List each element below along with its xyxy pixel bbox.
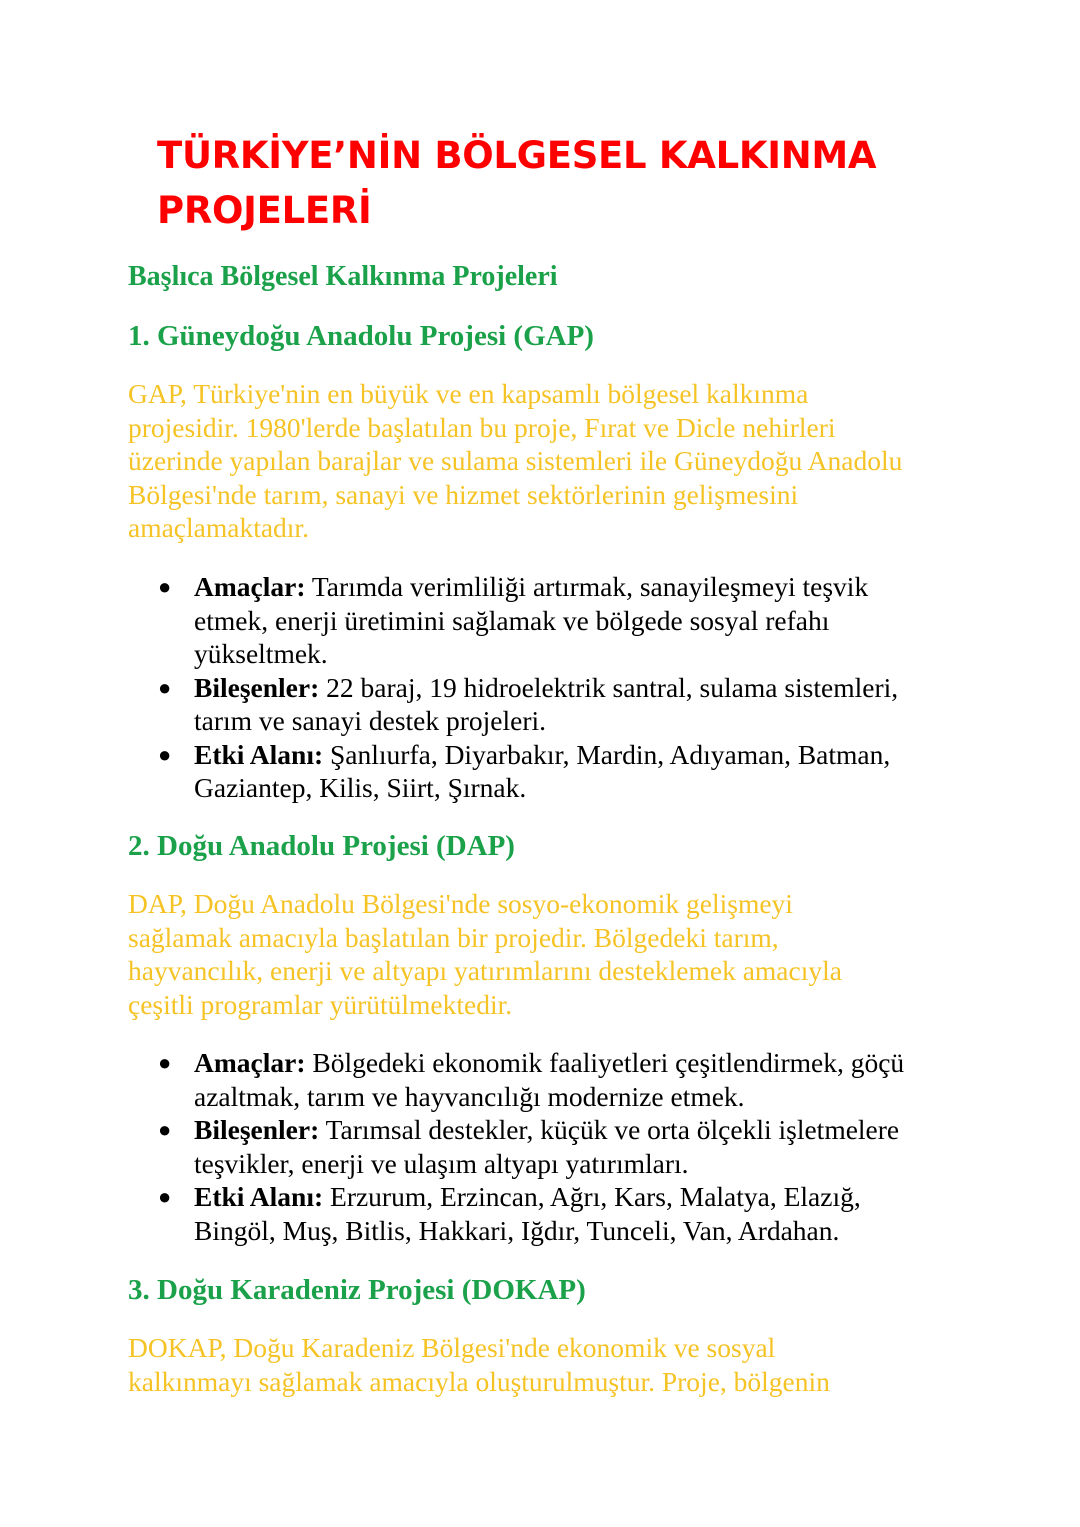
bullet-label: Bileşenler: xyxy=(194,671,320,703)
bullet-text: 22 baraj, 19 hidroelektrik santral, sulama sistemleri, xyxy=(326,671,899,703)
bullet-line: teşvikler, enerji ve ulaşım altyapı yatırımları. xyxy=(194,1147,689,1179)
section-paragraph-dokap xyxy=(128,1331,1028,1398)
bullet-label: Etki Alanı: xyxy=(194,738,324,770)
bullet-icon: ● xyxy=(158,1117,172,1142)
paragraph-line: kalkınmayı sağlamak amacıyla oluşturulmuştur. Proje, bölgenin xyxy=(128,1365,830,1397)
bullet-line: etmek, enerji üretimini sağlamak ve bölgede sosyal refahı xyxy=(194,604,830,636)
bullet-line: Gaziantep, Kilis, Siirt, Şırnak. xyxy=(194,772,527,803)
paragraph-line: projesidir. 1980'lerde başlatılan bu proje, Fırat ve Dicle nehirleri xyxy=(128,411,836,443)
bullet-icon: ● xyxy=(158,741,172,767)
bullet-text: Bölgedeki ekonomik faaliyetleri çeşitlendirmek, göçü xyxy=(312,1047,905,1078)
bullet-list-dap xyxy=(128,1046,1028,1247)
bullet-label: Amaçlar: xyxy=(194,571,306,602)
bullet-line: tarım ve sanayi destek projeleri. xyxy=(194,705,547,736)
paragraph-line: sağlamak amacıyla başlatılan bir projedir. Bölgedeki tarım, xyxy=(128,921,779,953)
paragraph-line: GAP, Türkiye'nin en büyük ve en kapsamlı bölgesel kalkınma xyxy=(128,378,809,409)
bullet-line xyxy=(194,671,1028,705)
list-item xyxy=(128,1180,1028,1247)
list-item xyxy=(128,570,1028,671)
bullet-label: Etki Alanı: xyxy=(194,1181,324,1212)
list-item xyxy=(128,1046,1028,1113)
bullet-text: Şanlıurfa, Diyarbakır, Mardin, Adıyaman, Batman, xyxy=(330,738,891,770)
bullet-line: azaltmak, tarım ve hayvancılığı modernize etmek. xyxy=(194,1080,745,1112)
bullet-label: Bileşenler: xyxy=(194,1114,320,1145)
bullet-label: Amaçlar: xyxy=(194,1047,306,1078)
section-paragraph-gap xyxy=(128,377,1028,545)
title-line: TÜRKİYE’NİN BÖLGESEL KALKINMA xyxy=(157,134,877,177)
title-line: PROJELERİ xyxy=(157,189,372,232)
paragraph-line: DOKAP, Doğu Karadeniz Bölgesi'nde ekonomik ve sosyal xyxy=(128,1332,776,1363)
paragraph-line: hayvancılık, enerji ve altyapı yatırımlarını desteklemek amacıyla xyxy=(128,955,842,986)
bullet-line xyxy=(194,1180,1028,1214)
section-heading-gap: 1. Güneydoğu Anadolu Projesi (GAP) xyxy=(128,320,594,352)
main-heading: Başlıca Bölgesel Kalkınma Projeleri xyxy=(128,261,558,292)
paragraph-line: amaçlamaktadır. xyxy=(128,512,309,543)
list-item xyxy=(128,738,1028,805)
bullet-line xyxy=(194,1113,1028,1147)
bullet-line: yükseltmek. xyxy=(194,638,328,669)
bullet-icon: ● xyxy=(158,574,172,599)
bullet-text: Erzurum, Erzincan, Ağrı, Kars, Malatya, Elazığ, xyxy=(330,1181,861,1212)
bullet-text: Tarımda verimliliği artırmak, sanayileşmeyi teşvik xyxy=(311,571,869,602)
bullet-list-gap xyxy=(128,570,1028,805)
bullet-line: Bingöl, Muş, Bitlis, Hakkari, Iğdır, Tunceli, Van, Ardahan. xyxy=(194,1214,840,1246)
bullet-text: Tarımsal destekler, küçük ve orta ölçekli işletmelere xyxy=(325,1114,900,1145)
list-item xyxy=(128,671,1028,738)
section-heading-dokap: 3. Doğu Karadeniz Projesi (DOKAP) xyxy=(128,1274,586,1306)
bullet-line xyxy=(194,1046,1028,1080)
bullet-icon: ● xyxy=(158,674,172,700)
page-title xyxy=(157,128,1017,238)
bullet-icon: ● xyxy=(158,1184,172,1209)
paragraph-line: üzerinde yapılan barajlar ve sulama sistemleri ile Güneydoğu Anadolu xyxy=(128,445,903,476)
list-item xyxy=(128,1113,1028,1180)
bullet-line xyxy=(194,570,1028,604)
section-heading-dap: 2. Doğu Anadolu Projesi (DAP) xyxy=(128,830,515,862)
bullet-line xyxy=(194,738,1028,772)
paragraph-line: DAP, Doğu Anadolu Bölgesi'nde sosyo-ekonomik gelişmeyi xyxy=(128,888,793,919)
paragraph-line: Bölgesi'nde tarım, sanayi ve hizmet sektörlerinin gelişmesini xyxy=(128,478,799,510)
section-paragraph-dap xyxy=(128,887,1028,1021)
paragraph-line: çeşitli programlar yürütülmektedir. xyxy=(128,988,513,1020)
bullet-icon: ● xyxy=(158,1050,172,1075)
